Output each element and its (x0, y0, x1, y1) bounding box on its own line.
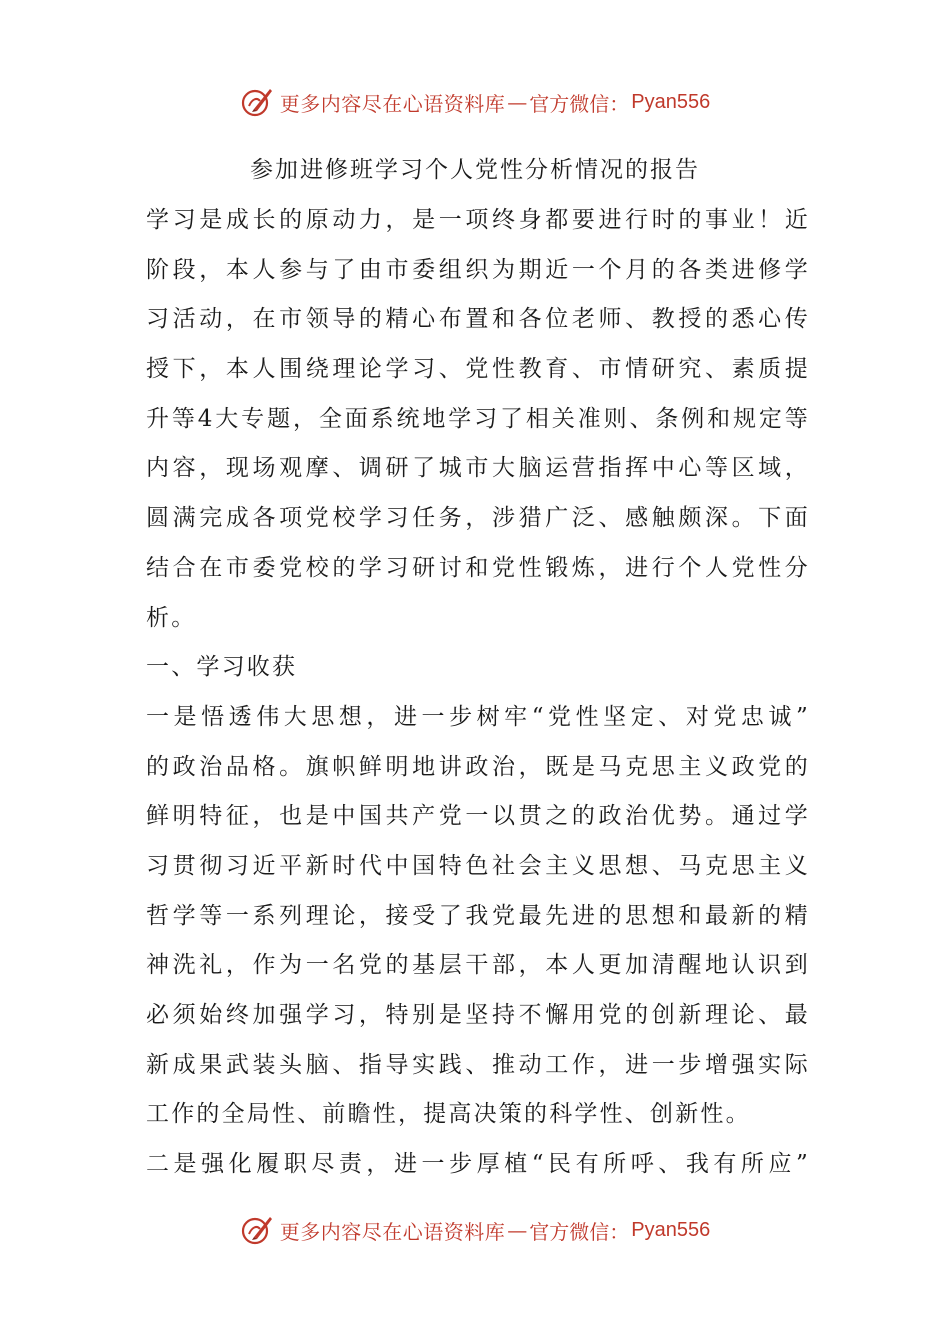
body-line: 哲学等一系列理论，接受了我党最先进的思想和最新的精 (146, 902, 810, 929)
promo-text: 更多内容尽在心语资料库 (279, 1219, 506, 1244)
document-title: 参加进修班学习个人党性分析情况的报告 (250, 157, 700, 183)
wechat-label: 官方微信： (529, 1219, 630, 1244)
promo-text: 更多内容尽在心语资料库 (279, 91, 506, 116)
document-body (146, 196, 810, 1190)
body-line: 内容，现场观摩、调研了城市大脑运营指挥中心等区域， (146, 455, 810, 482)
section-heading: 一、学习收获 (146, 654, 298, 681)
body-line: 升等4大专题，全面系统地学习了相关准则、条例和规定等 (146, 405, 810, 432)
body-line: 析。 (146, 604, 197, 631)
body-line: 学习是成长的原动力，是一项终身都要进行时的事业！近 (146, 207, 810, 233)
promo-dash: — (507, 1218, 528, 1242)
body-line: 阶段，本人参与了由市委组织为期近一个月的各类进修学 (146, 256, 810, 283)
pen-logo-icon (240, 85, 274, 119)
body-line: 新成果武装头脑、指导实践、推动工作，进一步增强实际 (146, 1051, 810, 1078)
body-line: 一是悟透伟大思想，进一步树牢“党性坚定、对党忠诚” (146, 703, 810, 730)
footer-banner (0, 1210, 950, 1250)
body-line: 结合在市委党校的学习研讨和党性锻炼，进行个人党性分 (146, 554, 810, 581)
pen-logo-icon (240, 1213, 274, 1247)
body-line: 工作的全局性、前瞻性，提高决策的科学性、创新性。 (146, 1101, 751, 1128)
body-line: 鲜明特征，也是中国共产党一以贯之的政治优势。通过学 (146, 803, 810, 830)
body-line: 习贯彻习近平新时代中国特色社会主义思想、马克思主义 (146, 852, 810, 879)
body-line: 必须始终加强学习，特别是坚持不懈用党的创新理论、最 (146, 1002, 810, 1028)
body-line: 授下，本人围绕理论学习、党性教育、市情研究、素质提 (146, 356, 810, 383)
body-line: 二是强化履职尽责，进一步厚植“民有所呼、我有所应” (146, 1151, 810, 1178)
body-line: 神洗礼，作为一名党的基层干部，本人更加清醒地认识到 (146, 952, 810, 979)
header-banner (0, 82, 950, 122)
promo-dash: — (507, 90, 528, 114)
body-line: 的政治品格。旗帜鲜明地讲政治，既是马克思主义政党的 (146, 753, 810, 780)
wechat-label: 官方微信： (529, 91, 630, 116)
wechat-id: Pyan556 (631, 1218, 711, 1241)
body-line: 圆满完成各项党校学习任务，涉猎广泛、感触颇深。下面 (146, 505, 810, 532)
body-line: 习活动，在市领导的精心布置和各位老师、教授的悉心传 (146, 306, 810, 333)
wechat-id: Pyan556 (631, 90, 711, 113)
